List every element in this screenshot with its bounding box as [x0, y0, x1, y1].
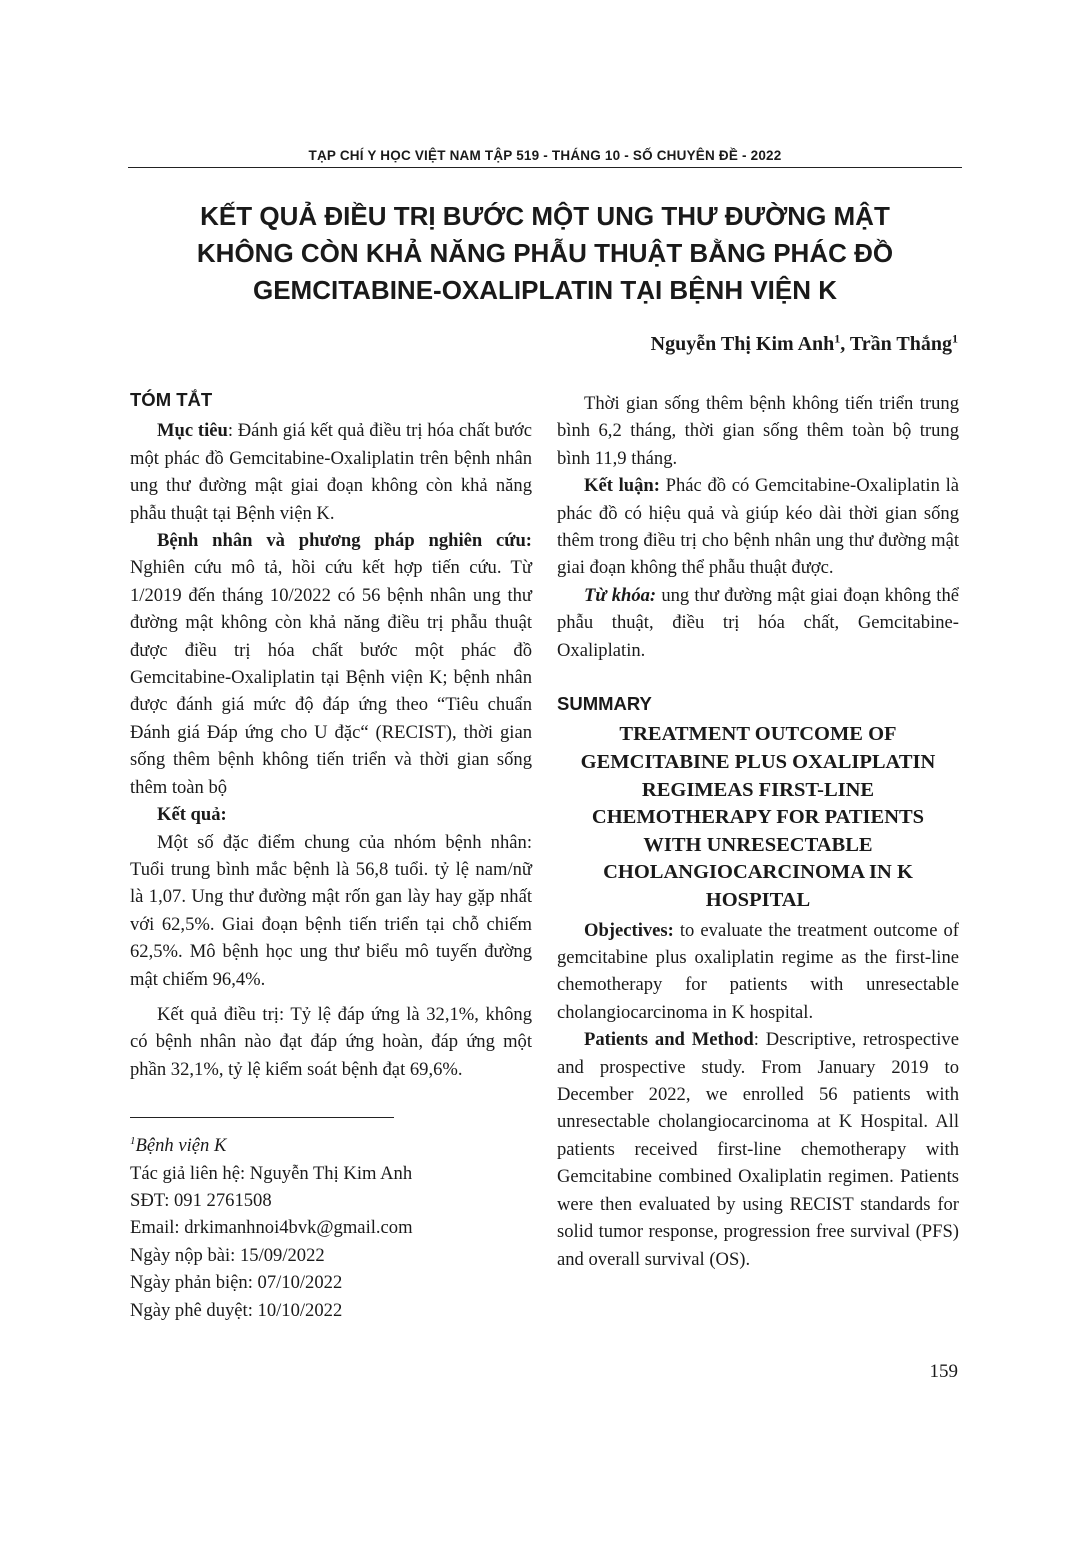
results-paragraph: Kết quả điều trị: Tỷ lệ đáp ứng là 32,1%, không có bệnh nhân nào đạt đáp ứng hoàn, đáp ứng một phần 32,1%, tỷ lệ kiểm soát bệnh đạt 69,6%. [130, 1003, 532, 1080]
survival-paragraph: Thời gian sống thêm bệnh không tiến triển trung bình 6,2 tháng, thời gian sống thêm toàn bộ trung bình 11,9 tháng. [557, 393, 959, 469]
affiliation-footnote [130, 1132, 532, 1159]
email-address: Email: drkimanhnoi4bvk@gmail.com [130, 1217, 413, 1239]
affiliation-marker: 1 [952, 331, 958, 346]
summary-methods-label: Patients and Method [584, 1029, 754, 1051]
author-name: Nguyễn Thị Kim Anh [650, 333, 835, 355]
author-name: Trần Thắng [849, 333, 952, 355]
keywords-text: ung thư đường mật giai đoạn không thể phẫu thuật, điều trị hóa chất, Gemcitabine-Oxaliplatin. [557, 584, 959, 661]
phone-number: SĐT: 091 2761508 [130, 1189, 272, 1211]
methods-label: Bệnh nhân và phương pháp nghiên cứu: [157, 530, 532, 552]
footnote-rule [130, 1117, 394, 1118]
affiliation-text: Bệnh viện K [135, 1135, 227, 1157]
objectives-text: to evaluate the treatment outcome of gemcitabine plus oxaliplatin regime as the first-line chemotherapy for patients with unresectable cholangiocarcinoma in K hospital. [557, 919, 959, 1023]
left-column [130, 386, 532, 1324]
methods-text: Nghiên cứu mô tả, hồi cứu kết hợp tiến cứu. Từ 1/2019 đến tháng 10/2022 có 56 bệnh nhân ung thư đường mật không còn khả năng điều trị phẫu thuật được điều trị hóa chất bước một phác đồ Gemcitabine-Oxaliplatin tại Bệnh viện K; bệnh nhân được đánh giá mức độ đáp ứng theo “Tiêu chuẩn Đánh giá Đáp ứng cho U đặc“ (RECIST), thời gian sống thêm bệnh không tiến triển và thời gian sống thêm toàn bộ [130, 557, 532, 798]
conclusion-text: Phác đồ có Gemcitabine-Oxaliplatin là phác đồ có hiệu quả và giúp kéo dài thời gian sống thêm trong điều trị cho bệnh nhân ung thư đường mật giai đoạn không thể phẫu thuật được. [557, 475, 959, 579]
results-label: Kết quả: [157, 804, 227, 826]
summary-title-line: CHEMOTHERAPY FOR PATIENTS [591, 806, 925, 829]
title-line: KHÔNG CÒN KHẢ NĂNG PHẪU THUẬT BẰNG PHÁC ĐỒ [196, 238, 894, 268]
page-number: 159 [929, 1361, 958, 1382]
summary-methods [557, 1026, 959, 1273]
abstract-methods [130, 527, 532, 801]
corresponding-author: Tác giả liên hệ: Nguyễn Thị Kim Anh [130, 1162, 413, 1184]
summary-methods-text: : Descriptive, retrospective and prospective study. From January 2019 to December 2022, we enrolled 56 patients with unresectable cholangiocarcinoma at K Hospital. All patients received first-line chemotherapy with Gemcitabine combined Oxaliplatin regimen. Patients were then evaluated by using RECIST standards for solid tumor response, progression free survival (PFS) and overall survival (OS). [557, 1029, 959, 1270]
date-submitted: Ngày nộp bài: 15/09/2022 [130, 1244, 325, 1266]
abstract-objective [130, 417, 532, 527]
summary-title-line: TREATMENT OUTCOME OF [619, 723, 897, 746]
title-line: GEMCITABINE-OXALIPLATIN TẠI BỆNH VIỆN K [252, 275, 838, 305]
affiliation-marker: 1 [130, 1134, 136, 1147]
summary-title-line: REGIMEAS FIRST-LINE [641, 778, 875, 801]
header-rule [128, 167, 962, 168]
objective-label: Mục tiêu [157, 420, 228, 442]
date-approved: Ngày phê duyệt: 10/10/2022 [130, 1299, 343, 1321]
author-list [651, 333, 958, 356]
results-paragraph: Một số đặc điểm chung của nhóm bệnh nhân: Tuổi trung bình mắc bệnh là 56,8 tuổi. tỷ lệ nam/nữ là 1,07. Ung thư đường mật rốn gan lày hay gặp nhất với 62,5%. Giai đoạn bệnh tiến triển tại chỗ chiếm 62,5%. Mô bệnh học ung thư biểu mô tuyến đường mật chiếm 96,4%. [130, 831, 532, 990]
summary-title-line: GEMCITABINE PLUS OXALIPLATIN [580, 751, 936, 774]
abstract-heading: TÓM TẮT [130, 389, 213, 410]
conclusion-label: Kết luận: [584, 475, 660, 497]
title-line: KẾT QUẢ ĐIỀU TRỊ BƯỚC MỘT UNG THƯ ĐƯỜNG MẬT [200, 201, 890, 231]
right-column [557, 390, 959, 1273]
author-separator: , [840, 333, 850, 355]
objective-text: : Đánh giá kết quả điều trị hóa chất bước một phác đồ Gemcitabine-Oxaliplatin trên bệnh nhân ung thư đường mật giai đoạn không còn khả năng phẫu thuật tại Bệnh viện K. [130, 420, 532, 524]
summary-title-line: WITH UNRESECTABLE [643, 833, 873, 856]
summary-title-line: CHOLANGIOCARCINOMA IN K [603, 861, 913, 884]
section-gap [557, 664, 959, 690]
abstract-conclusion [557, 472, 959, 582]
summary-title [557, 721, 959, 914]
footnotes [130, 1132, 532, 1324]
keywords-label: Từ khóa: [584, 584, 657, 606]
date-reviewed: Ngày phản biện: 07/10/2022 [130, 1272, 343, 1294]
affiliation-marker: 1 [834, 331, 841, 346]
summary-heading: SUMMARY [557, 693, 652, 715]
abstract-keywords [557, 582, 959, 664]
summary-title-line: HOSPITAL [705, 889, 811, 912]
paragraph-gap [130, 993, 532, 1001]
running-header: TẠP CHÍ Y HỌC VIỆT NAM TẬP 519 - THÁNG 10 - SỐ CHUYÊN ĐỀ - 2022 [308, 148, 782, 163]
article-title [128, 198, 962, 309]
objectives-label: Objectives: [584, 919, 674, 941]
summary-objectives [557, 917, 959, 1027]
